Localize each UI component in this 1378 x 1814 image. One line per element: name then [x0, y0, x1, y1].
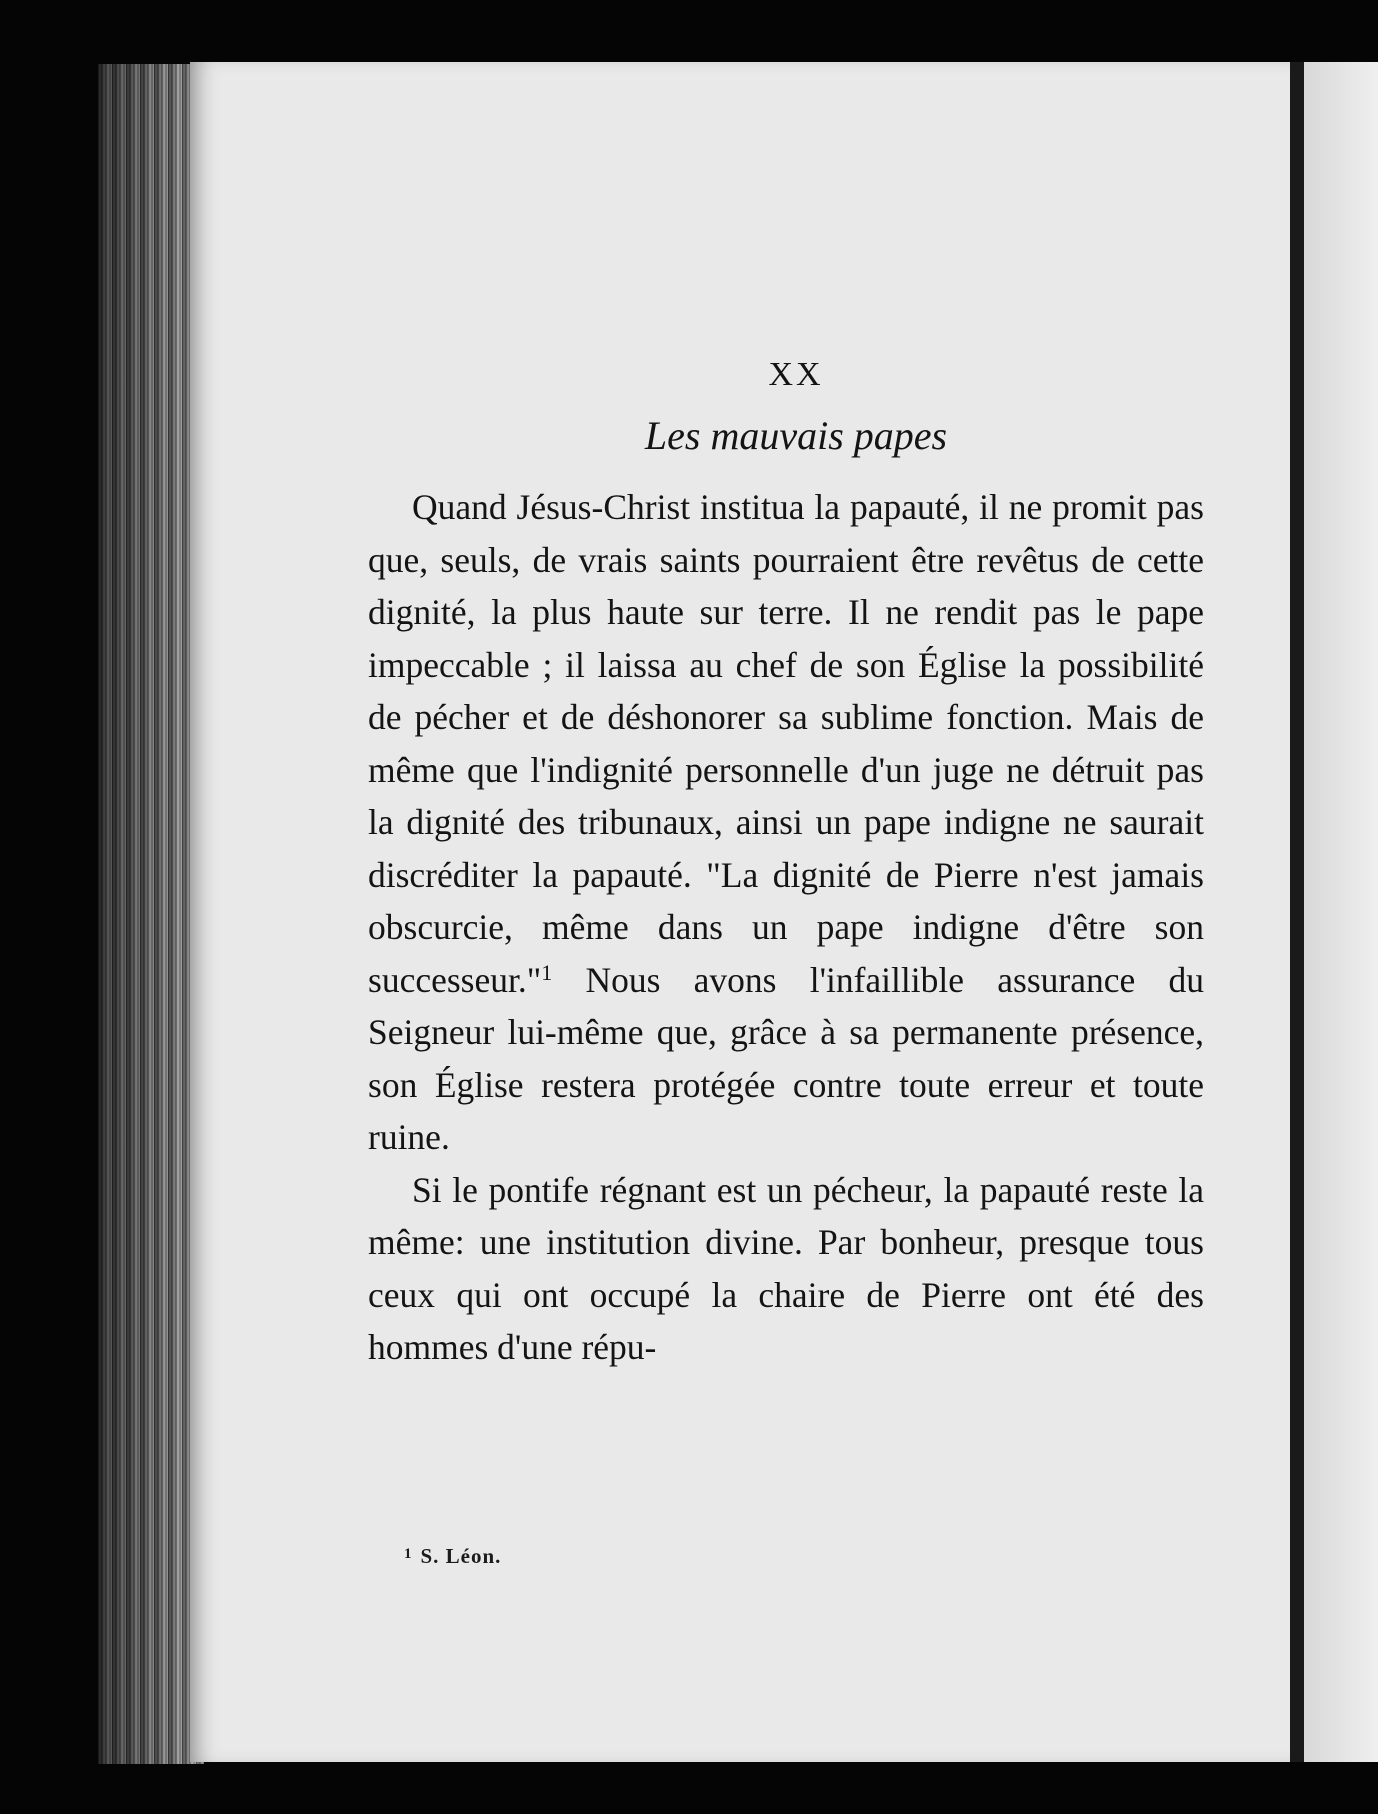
paragraph-2: Si le pontife régnant est un pécheur, la papauté reste la même: une institution divine. Par bonheur, presque tous ceux qui ont occupé la chaire de Pierre ont été des hommes d'une répu-: [368, 1169, 1204, 1367]
facing-page-strip: [1304, 62, 1378, 1762]
footnote-text: S. Léon.: [420, 1544, 502, 1568]
paragraph-1-text-a: Quand Jésus-Christ institua la papauté, il ne promit pas que, seuls, de vrais saints pourraient être revêtus de cette dignité, la plus haute sur terre. Il ne rendit pas le pape impeccable ; il laissa au chef de son Église la possibilité de pécher et de déshonorer sa sublime fonction. Mais de même que l'indignité personnelle d'un juge ne détruit pas la dignité des tribunaux, ainsi un pape indigne ne saurait discréditer la papauté. "La dignité de Pierre n'est jamais obscurcie, même dans un pape indigne d'être son successeur.": [368, 487, 1204, 1000]
footnote-number: 1: [404, 1546, 413, 1562]
footnote-reference: 1: [541, 959, 553, 985]
chapter-number: XX: [768, 356, 824, 393]
page-text: [368, 356, 1204, 1374]
right-cover-edge: [1290, 62, 1304, 1762]
footnote: [404, 1544, 501, 1569]
paragraph-1-text-b: Nous avons l'infaillible assurance du Seigneur lui-même que, grâce à sa permanente présence, son Église restera protégée contre toute erreur et toute ruine.: [368, 959, 1204, 1157]
chapter-title: Les mauvais papes: [644, 413, 948, 458]
paragraph-1: [368, 481, 1204, 1164]
binding-shadow: [98, 64, 204, 1764]
